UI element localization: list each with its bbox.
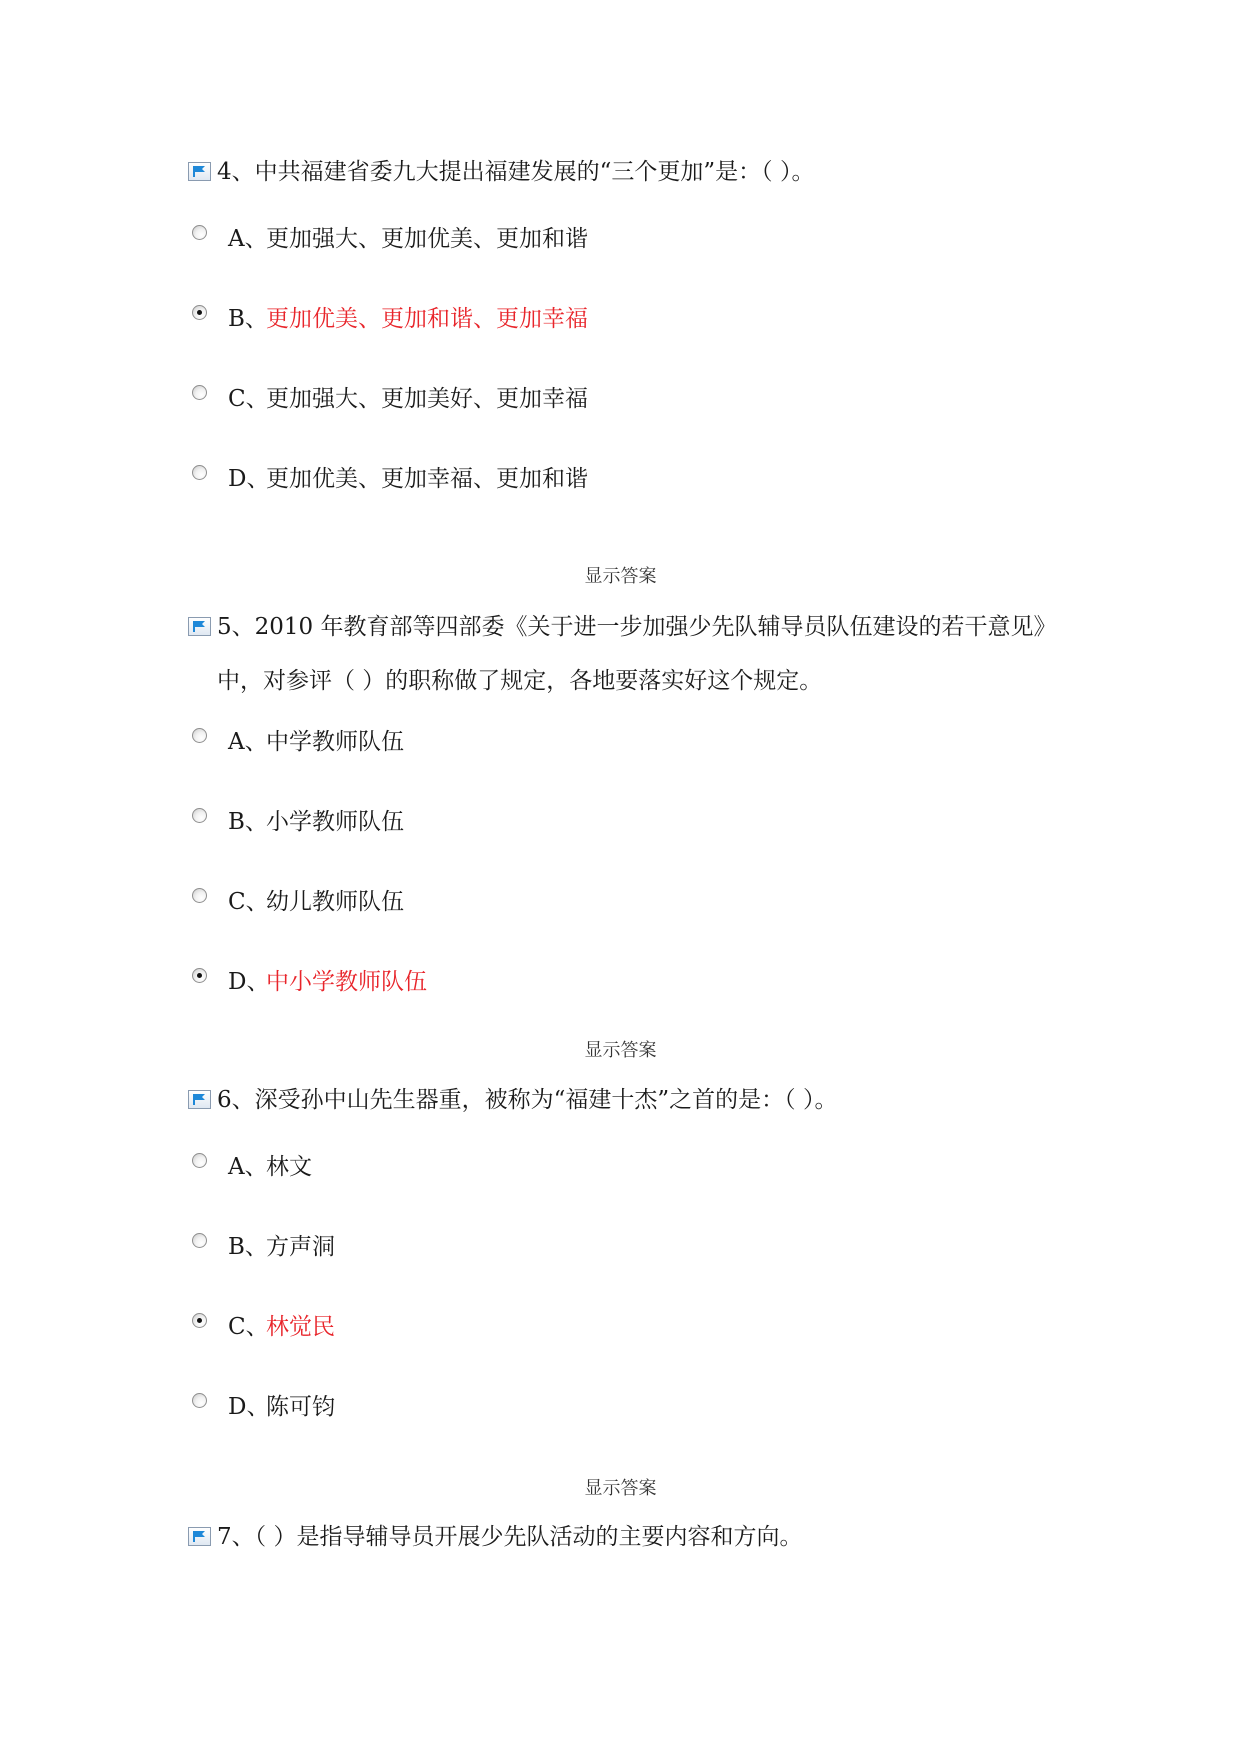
option-text: 中学教师队伍 (266, 729, 404, 755)
radio-button[interactable] (192, 1153, 207, 1168)
option-letter: D、 (228, 1394, 270, 1420)
option-letter: B、 (228, 1234, 268, 1260)
option-letter: B、 (228, 809, 268, 835)
option-text: 林文 (266, 1154, 312, 1180)
show-answer-link[interactable]: 显示答案 (584, 566, 657, 587)
question-5 (188, 600, 1068, 1042)
option-letter: D、 (228, 466, 270, 492)
question-6-options (188, 1147, 1068, 1467)
radio-button-checked[interactable] (192, 968, 207, 983)
question-7-text: 7、（ ）是指导辅导员开展少先队活动的主要内容和方向。 (217, 1524, 803, 1550)
option-letter: C、 (228, 1314, 269, 1340)
option-text: 方声洞 (266, 1234, 335, 1260)
radio-button-checked[interactable] (192, 1313, 207, 1328)
option-6c[interactable] (188, 1307, 1068, 1387)
option-4c[interactable] (188, 379, 1068, 459)
option-5c[interactable] (188, 882, 1068, 962)
option-letter: C、 (228, 889, 269, 915)
option-6d[interactable] (188, 1387, 1068, 1467)
flag-icon[interactable] (188, 617, 211, 636)
question-4 (188, 145, 1068, 539)
option-letter: C、 (228, 386, 269, 412)
option-letter: D、 (228, 969, 270, 995)
option-text: 幼儿教师队伍 (266, 889, 404, 915)
radio-button-checked[interactable] (192, 305, 207, 320)
option-letter: A、 (228, 729, 268, 755)
question-4-heading (188, 145, 1068, 199)
question-6-heading (188, 1073, 1068, 1127)
option-letter: B、 (228, 306, 268, 332)
radio-button[interactable] (192, 385, 207, 400)
radio-button[interactable] (192, 808, 207, 823)
question-6-text: 6、深受孙中山先生器重，被称为“福建十杰”之首的是：（ ）。 (217, 1087, 838, 1113)
option-5a[interactable] (188, 722, 1068, 802)
radio-button[interactable] (192, 465, 207, 480)
flag-icon[interactable] (188, 1090, 211, 1109)
option-letter: A、 (228, 226, 268, 252)
radio-button[interactable] (192, 728, 207, 743)
question-5-options (188, 722, 1068, 1042)
option-text: 小学教师队伍 (266, 809, 404, 835)
option-4a[interactable] (188, 219, 1068, 299)
option-5d[interactable] (188, 962, 1068, 1042)
flag-icon[interactable] (188, 162, 211, 181)
option-text: 更加优美、更加幸福、更加和谐 (266, 466, 588, 492)
radio-button[interactable] (192, 1393, 207, 1408)
option-4d[interactable] (188, 459, 1068, 539)
question-7 (188, 1510, 1068, 1564)
question-5-heading (188, 600, 1068, 708)
question-6 (188, 1073, 1068, 1467)
option-text: 更加强大、更加优美、更加和谐 (266, 226, 588, 252)
question-4-options (188, 219, 1068, 539)
option-letter: A、 (228, 1154, 268, 1180)
question-4-text: 4、中共福建省委九大提出福建发展的“三个更加”是：（ ）。 (217, 159, 815, 185)
option-4b[interactable] (188, 299, 1068, 379)
radio-button[interactable] (192, 1233, 207, 1248)
radio-button[interactable] (192, 225, 207, 240)
option-text-selected: 中小学教师队伍 (266, 969, 427, 995)
question-5-text: 5、2010 年教育部等四部委《关于进一步加强少先队辅导员队伍建设的若干意见》中，对参评（ ）的职称做了规定，各地要落实好这个规定。 (217, 614, 1057, 694)
show-answer-link[interactable]: 显示答案 (584, 1040, 657, 1061)
radio-button[interactable] (192, 888, 207, 903)
option-text: 更加强大、更加美好、更加幸福 (266, 386, 588, 412)
option-text-selected: 更加优美、更加和谐、更加幸福 (266, 306, 588, 332)
option-6b[interactable] (188, 1227, 1068, 1307)
option-text-selected: 林觉民 (266, 1314, 335, 1340)
option-5b[interactable] (188, 802, 1068, 882)
question-7-heading (188, 1510, 1068, 1564)
option-text: 陈可钧 (266, 1394, 335, 1420)
flag-icon[interactable] (188, 1527, 211, 1546)
show-answer-link[interactable]: 显示答案 (584, 1478, 657, 1499)
option-6a[interactable] (188, 1147, 1068, 1227)
